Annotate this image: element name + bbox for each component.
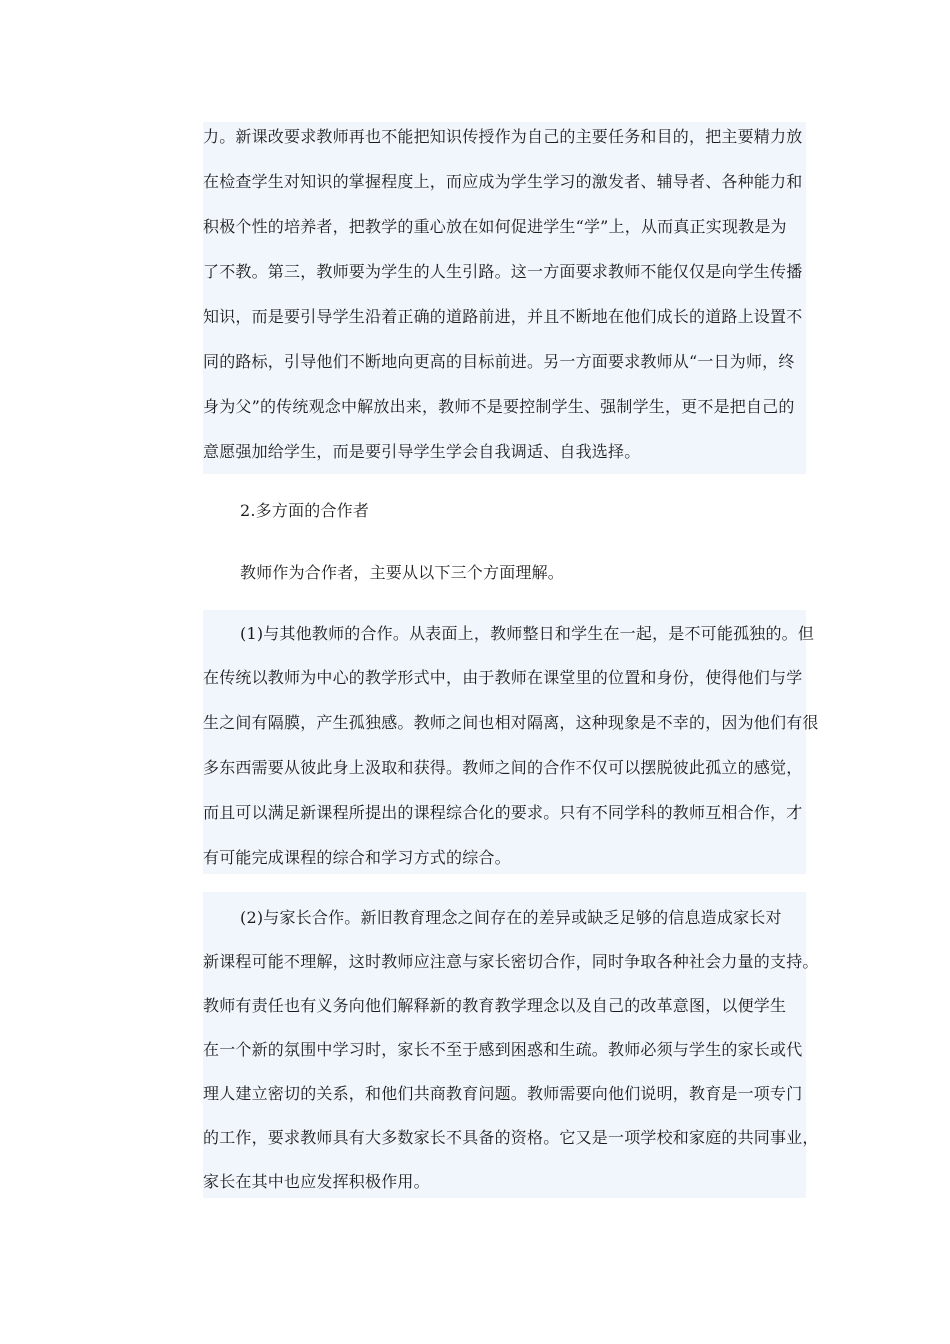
text-line: 教师有责任也有义务向他们解释新的教育教学理念以及自己的改革意图，以便学生 [203, 996, 787, 1015]
text-line: 身为父”的传统观念中解放出来，教师不是要控制学生、强制学生，更不是把自己的 [203, 397, 795, 416]
section-heading: 2.多方面的合作者 [240, 501, 370, 520]
text-line: 而且可以满足新课程所提出的课程综合化的要求。只有不同学科的教师互相合作，才 [203, 803, 803, 822]
text-line: 力。新课改要求教师再也不能把知识传授作为自己的主要任务和目的，把主要精力放 [203, 127, 803, 146]
text-line: (1)与其他教师的合作。从表面上，教师整日和学生在一起，是不可能孤独的。但 [240, 624, 815, 643]
text-line: 意愿强加给学生，而是要引导学生学会自我调适、自我选择。 [203, 442, 641, 461]
text-line: 多东西需要从彼此身上汲取和获得。教师之间的合作不仅可以摆脱彼此孤立的感觉， [203, 758, 803, 777]
text-line: 知识，而是要引导学生沿着正确的道路前进，并且不断地在他们成长的道路上设置不 [203, 307, 803, 326]
text-line: 有可能完成课程的综合和学习方式的综合。 [203, 848, 511, 867]
text-line: 了不教。第三，教师要为学生的人生引路。这一方面要求教师不能仅仅是向学生传播 [203, 262, 803, 281]
section-intro: 教师作为合作者，主要从以下三个方面理解。 [240, 563, 565, 582]
text-line: 家长在其中也应发挥积极作用。 [203, 1172, 430, 1191]
text-line: 在检查学生对知识的掌握程度上，而应成为学生学习的激发者、辅导者、各种能力和 [203, 172, 803, 191]
text-line: (2)与家长合作。新旧教育理念之间存在的差异或缺乏足够的信息造成家长对 [240, 908, 782, 927]
text-line: 同的路标，引导他们不断地向更高的目标前进。另一方面要求教师从“一日为师，终 [203, 352, 795, 371]
text-line: 积极个性的培养者，把教学的重心放在如何促进学生“学”上，从而真正实现教是为 [203, 217, 787, 236]
text-line: 生之间有隔膜，产生孤独感。教师之间也相对隔离，这种现象是不幸的，因为他们有很 [203, 713, 819, 732]
text-line: 新课程可能不理解，这时教师应注意与家长密切合作，同时争取各种社会力量的支持。 [203, 952, 819, 971]
text-line: 的工作，要求教师具有大多数家长不具备的资格。它又是一项学校和家庭的共同事业， [203, 1128, 819, 1147]
text-line: 在传统以教师为中心的教学形式中，由于教师在课堂里的位置和身份，使得他们与学 [203, 668, 803, 687]
shaded-block-2 [203, 610, 806, 874]
text-line: 理人建立密切的关系，和他们共商教育问题。教师需要向他们说明，教育是一项专门 [203, 1084, 803, 1103]
text-line: 在一个新的氛围中学习时，家长不至于感到困惑和生疏。教师必须与学生的家长或代 [203, 1040, 803, 1059]
